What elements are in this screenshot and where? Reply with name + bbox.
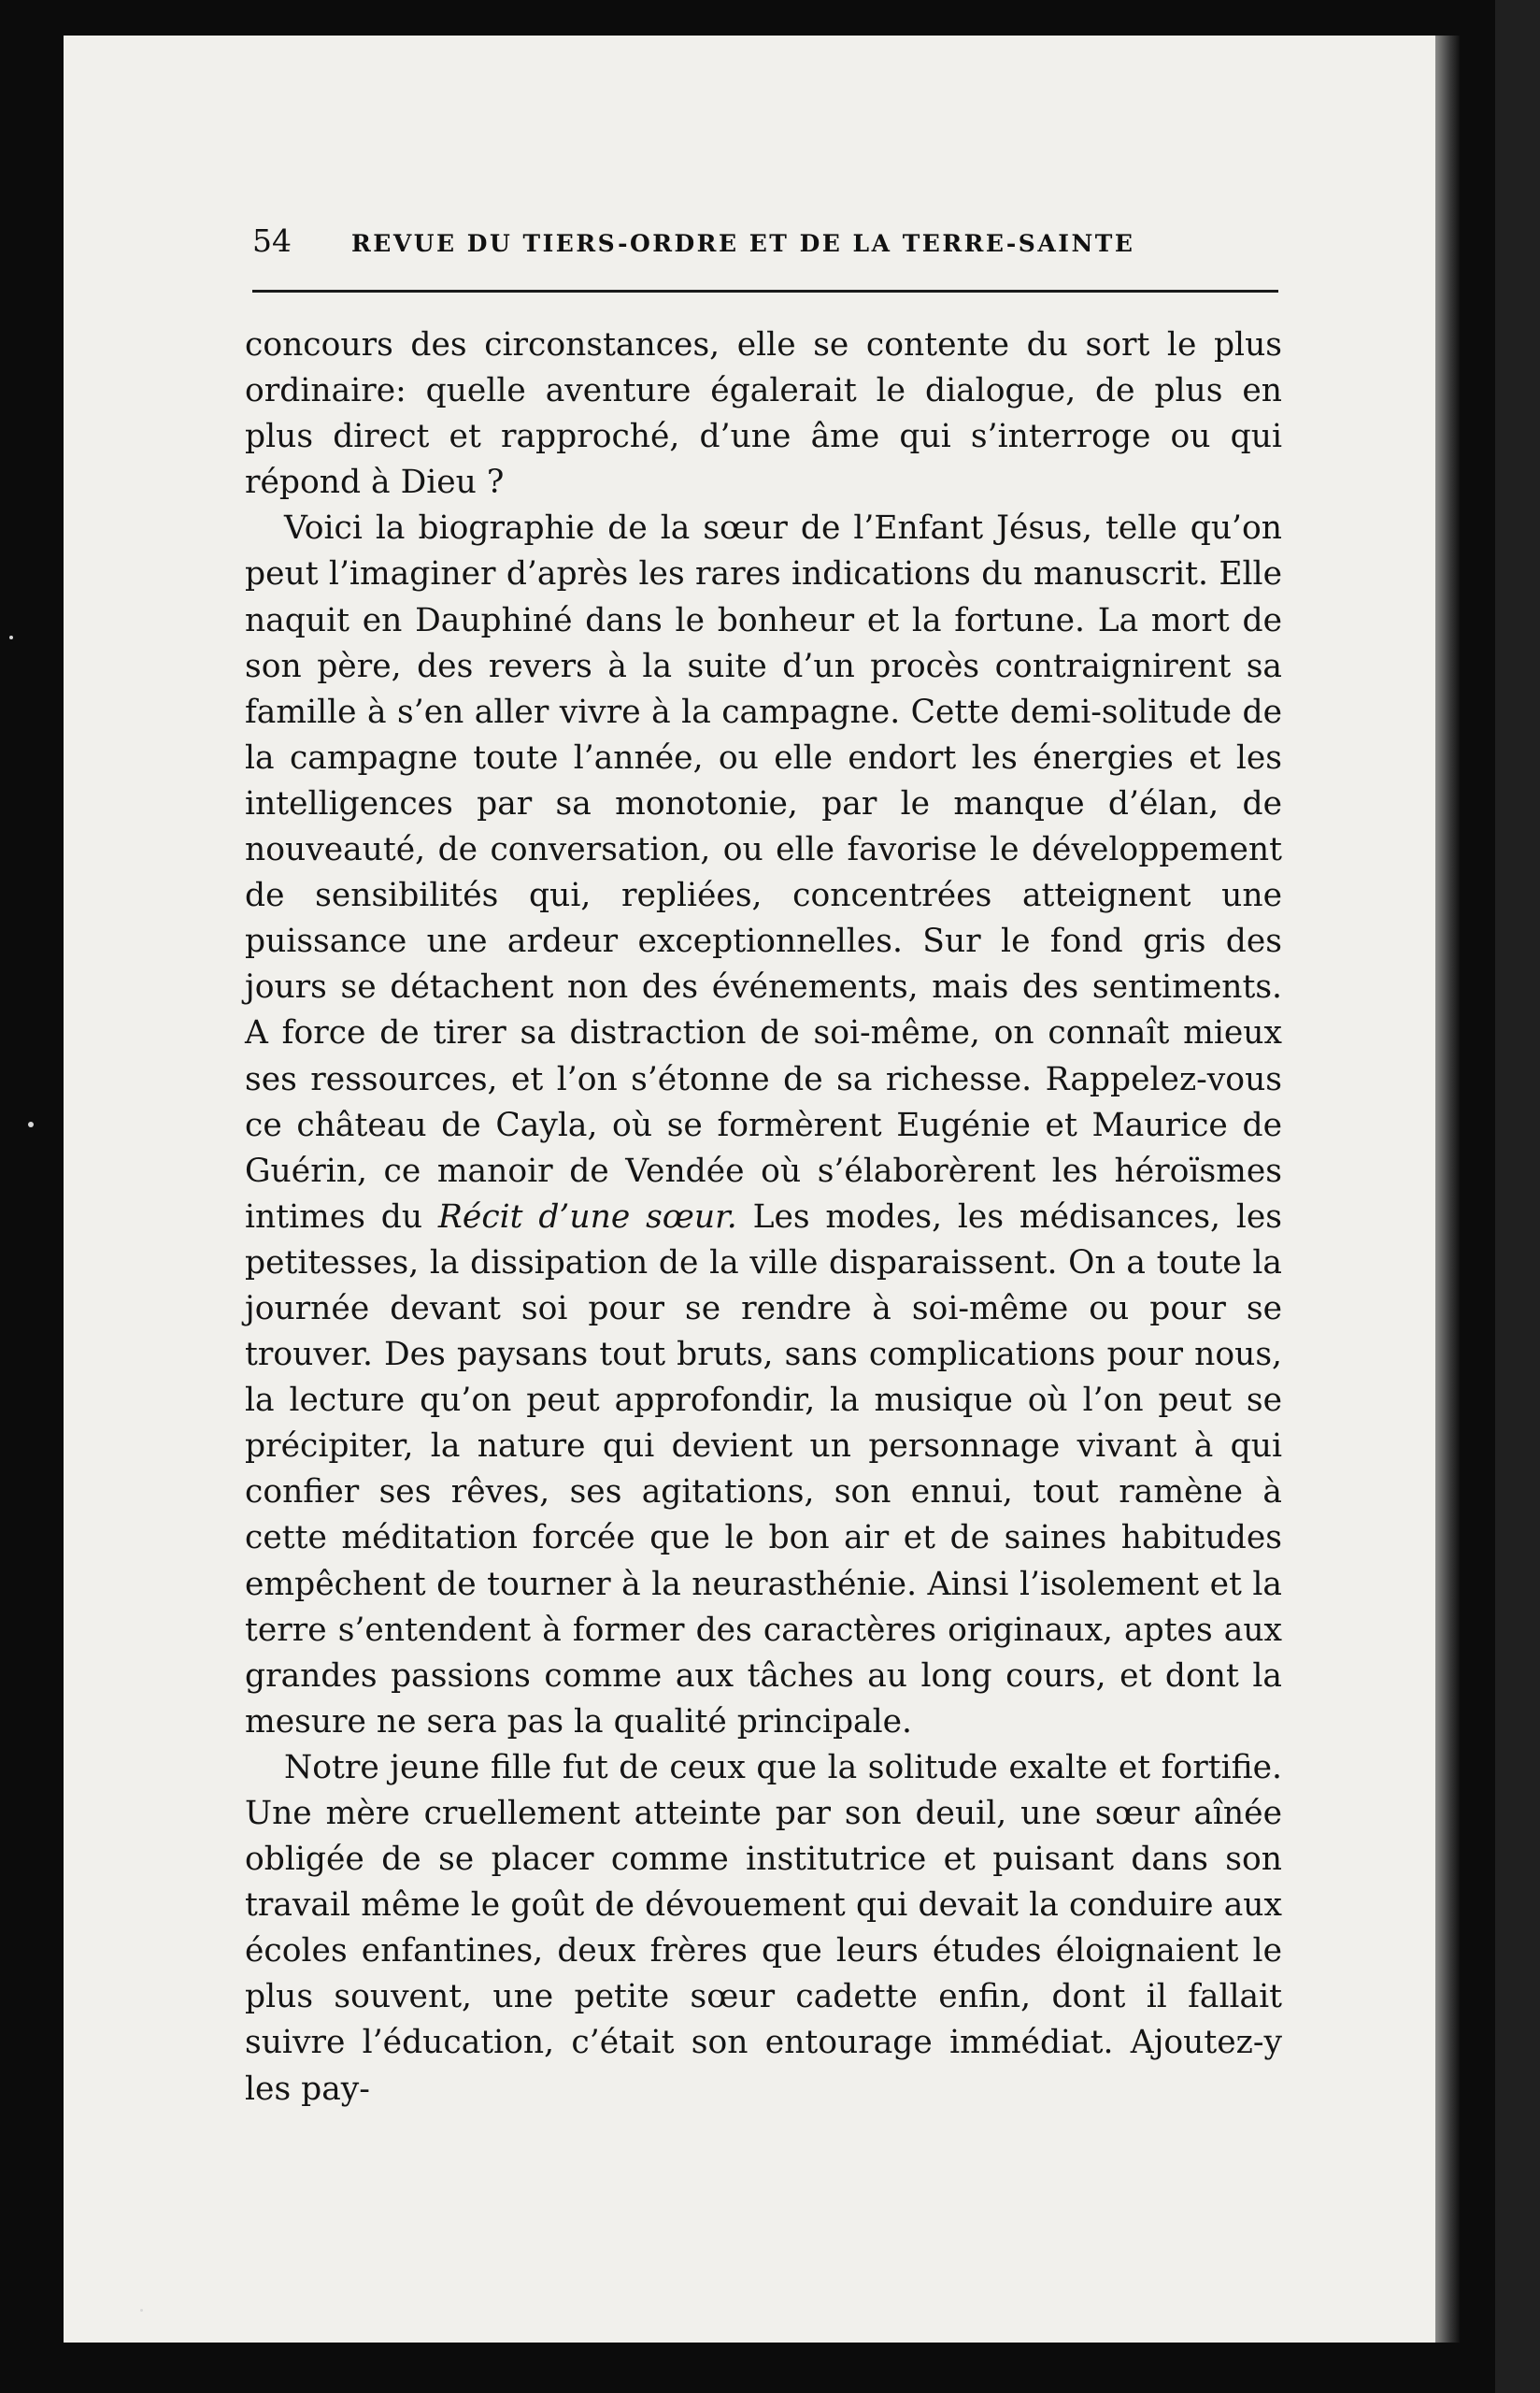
page-header xyxy=(252,222,1280,279)
scan-speck xyxy=(9,636,13,639)
header-rule xyxy=(252,290,1278,293)
paragraph-3: Notre jeune fille fut de ceux que la solitude exalte et fortifie. Une mère cruellement atteinte par son deuil, une sœur aînée obligée de se placer comme institutrice et puisant dans son travail même le goût de dévouement qui devait la conduire aux écoles enfantines, deux frères que leurs études éloignaient le plus souvent, une petite sœur cadette enfin, dont il fallait suivre l’éducation, c’était son entourage immédiat. Ajoutez-y les pay- xyxy=(245,1748,1282,2108)
scan-speck xyxy=(140,2309,143,2312)
paragraph-1: concours des circonstances, elle se contente du sort le plus ordinaire: quelle aventure égalerait le dialogue, de plus en plus direct et rapproché, d’une âme qui s’interroge ou qui répond à Dieu ? xyxy=(245,326,1282,502)
paragraph-2-part-a: Voici la biographie de la sœur de l’Enfant Jésus, telle qu’on peut l’imaginer d’après les rares indications du manuscrit. Elle naquit en Dauphiné dans le bonheur et la fortune. La mort de son père, des revers à la suite d’un procès contraignirent sa famille à s’en aller vivre à la campagne. Cette demi-solitude de la campagne toute l’année, ou elle endort les énergies et les intelligences par sa monotonie, par le manque d’élan, de nouveauté, de conversation, ou elle favorise le développement de sensibilités qui, repliées, concentrées atteignent une puissance une ardeur exceptionnelles. Sur le fond gris des jours se détachent non des événements, mais des sentiments. A force de tirer sa distraction de soi-même, on connaît mieux ses ressources, et l’on s’étonne de sa richesse. Rappelez-vous ce château de Cayla, où se formèrent Eugénie et Maurice de Guérin, ce manoir de Vendée où s’élaborèrent les héroïsmes intimes du xyxy=(245,509,1282,1236)
scan-border xyxy=(1495,0,1540,2393)
page-number: 54 xyxy=(252,222,292,259)
paragraph-2-part-b: Les modes, les médisances, les petitesses, la dissipation de la ville disparaissent. On a toute la journée devant soi pour se rendre à soi-même ou pour se trouver. Des paysans tout bruts, sans complications pour nous, la lecture qu’on peut approfondir, la musique où l’on peut se précipiter, la nature qui devient un personnage vivant à qui confier ses rêves, ses agitations, son ennui, tout ramène à cette méditation forcée que le bon air et de saines habitudes empêchent de tourner à la neurasthénie. Ainsi l’isolement et la terre s’entendent à former des caractères originaux, aptes aux grandes passions comme aux tâches au long cours, et dont la mesure ne sera pas la qualité principale. xyxy=(245,1197,1282,1741)
page-gutter-shadow xyxy=(1435,36,1460,2343)
body-text xyxy=(245,322,1282,2113)
scan-speck xyxy=(28,1122,34,1127)
paragraph-2 xyxy=(245,506,1282,1745)
running-title: REVUE DU TIERS-ORDRE ET DE LA TERRE-SAINTE xyxy=(351,230,1135,257)
book-title-italic: Récit d’une sœur. xyxy=(437,1197,737,1236)
